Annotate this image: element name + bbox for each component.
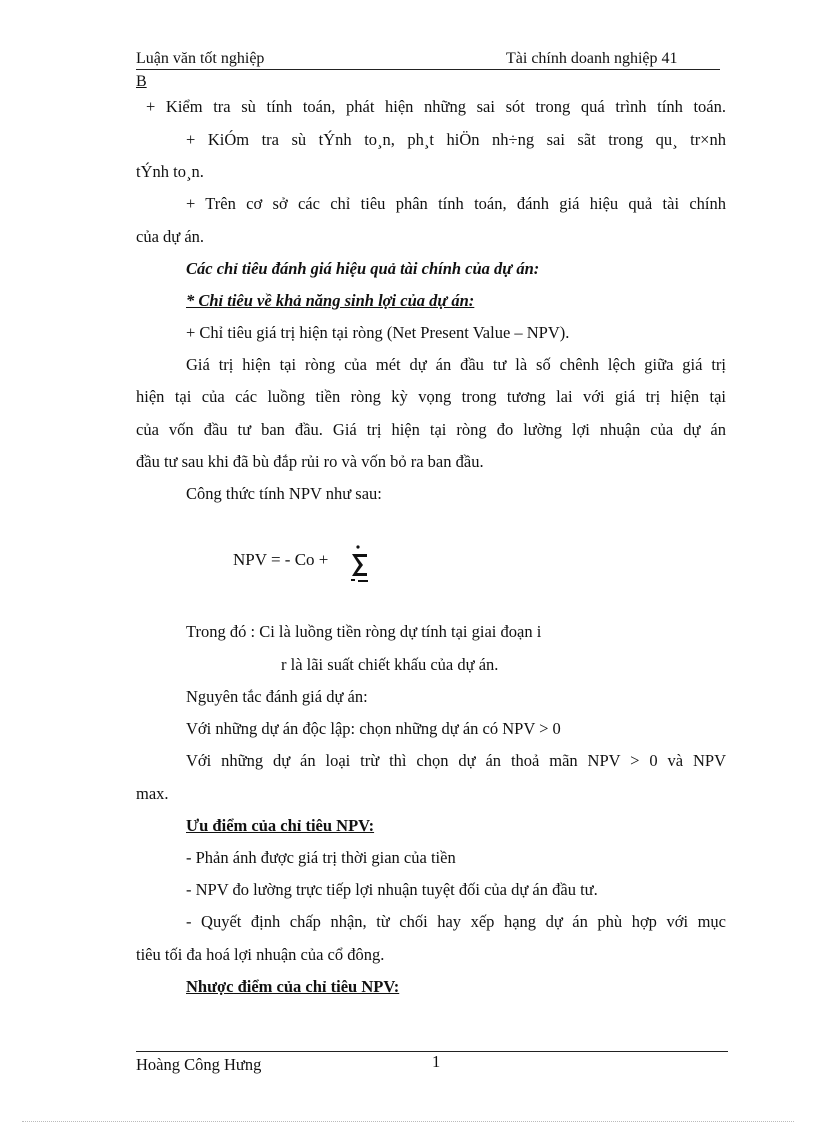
para-line: Với những dự án độc lập: chọn những dự án có NPV > 0 (186, 719, 561, 738)
header-right-title: Tài chính doanh nghiệp 41 (506, 50, 678, 67)
para-line: hiện tại của các luồng tiền ròng kỳ vọng trong tương lai với giá trị hiện tại (136, 387, 726, 406)
bullet-line: - NPV đo lường trực tiếp lợi nhuận tuyệt đối của dự án đầu tư. (186, 880, 598, 899)
bullet-line: - Phản ánh được giá trị thời gian của tiền (186, 848, 456, 867)
footer-author: Hoàng Công Hưng (136, 1055, 262, 1074)
para-line: + Chỉ tiêu giá trị hiện tại ròng (Net Present Value – NPV). (186, 323, 570, 342)
header-rule (136, 69, 720, 70)
para-line: max. (136, 784, 169, 803)
para-line: + Trên cơ sở các chỉ tiêu phân tính toán, đánh giá hiệu quả tài chính (186, 194, 726, 213)
para-line: Công thức tính NPV như sau: (186, 484, 382, 503)
para-line: Nguyên tắc đánh giá dự án: (186, 687, 368, 706)
para-line: + Kiểm tra sù tính toán, phát hiện những sai sót trong quá trình tính toán. (146, 97, 726, 116)
section-subheading: * Chỉ tiêu về khả năng sinh lợi của dự án: (186, 291, 475, 310)
page-number: 1 (432, 1052, 441, 1071)
definition-line: r là lãi suất chiết khấu của dự án. (281, 655, 499, 674)
header-continuation: B (136, 73, 147, 90)
para-line: đầu tư sau khi đã bù đắp rủi ro và vốn bỏ ra ban đầu. (136, 452, 484, 471)
para-line: của dự án. (136, 227, 205, 246)
para-line: Với những dự án loại trừ thì chọn dự án thoả mãn NPV > 0 và NPV (186, 751, 726, 770)
section-heading: Các chỉ tiêu đánh giá hiệu quả tài chính của dự án: (186, 259, 540, 278)
summation-icon (349, 544, 371, 584)
definition-line: Trong đó : Ci là luồng tiền ròng dự tính tại giai đoạn i (186, 622, 542, 641)
section-heading: Nhược điểm của chỉ tiêu NPV: (186, 977, 400, 996)
header-left-title: Luận văn tốt nghiệp (136, 50, 265, 67)
bullet-line: - Quyết định chấp nhận, từ chối hay xếp hạng dự án phù hợp với mục (186, 912, 726, 931)
section-heading: Ưu điểm của chỉ tiêu NPV: (186, 816, 375, 835)
para-line: của vốn đầu tư ban đầu. Giá trị hiện tại ròng đo lường lợi nhuận của dự án (136, 420, 726, 439)
para-line: tiêu tối đa hoá lợi nhuận của cổ đông. (136, 945, 385, 964)
para-line: tÝnh to¸n. (136, 162, 204, 181)
npv-formula: NPV = - Co + (233, 550, 329, 569)
para-line: Giá trị hiện tại ròng của mét dự án đầu tư là số chênh lệch giữa giá trị (186, 355, 726, 374)
para-line: + KiÓm tra sù tÝnh to¸n, ph¸t hiÖn nh÷ng sai sãt trong qu¸ tr×nh (186, 130, 726, 149)
page-bottom-border (22, 1121, 794, 1122)
